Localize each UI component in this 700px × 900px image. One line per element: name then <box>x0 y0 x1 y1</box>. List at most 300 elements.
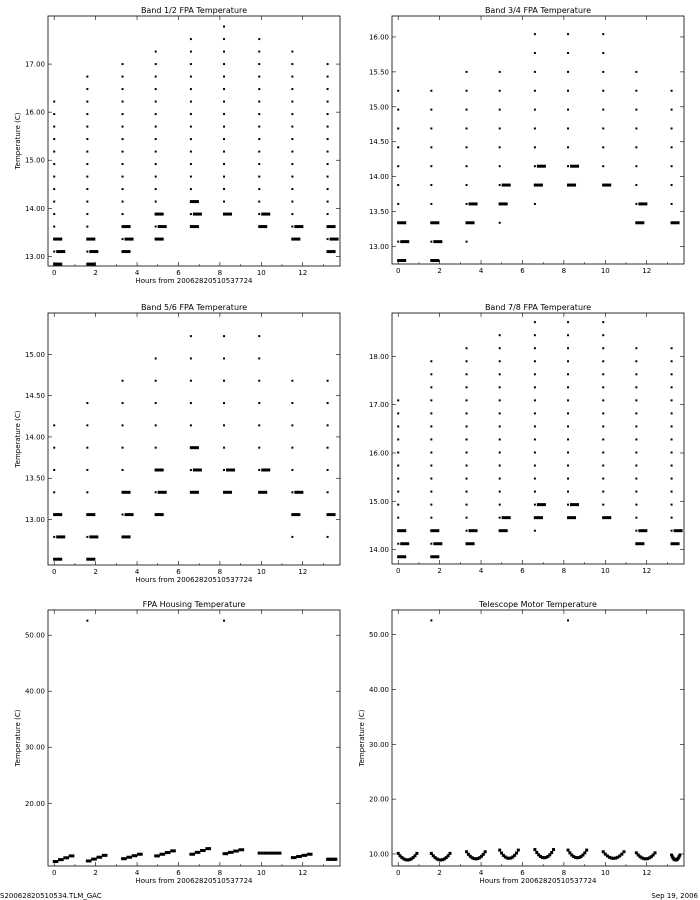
data-point <box>567 109 569 111</box>
data-point <box>86 226 88 228</box>
data-point <box>635 504 637 506</box>
data-point <box>155 447 157 449</box>
data-point <box>602 386 604 388</box>
data-point <box>430 241 432 243</box>
data-point <box>58 858 61 861</box>
data-point <box>122 201 124 203</box>
x-axis-label: Hours from 20062820510537724 <box>135 576 253 584</box>
footer-filename: S20062820510534.TLM_GAC <box>0 892 102 900</box>
x-tick-label: 4 <box>478 567 484 575</box>
data-point <box>397 543 399 545</box>
y-tick-label: 40.00 <box>368 685 389 694</box>
data-cluster <box>56 535 65 538</box>
data-cluster <box>86 263 95 266</box>
chart-title: Band 3/4 FPA Temperature <box>484 6 592 15</box>
data-cluster <box>570 503 579 506</box>
data-point <box>567 386 569 388</box>
data-point <box>397 399 399 401</box>
data-point <box>430 146 432 148</box>
x-tick-label: 8 <box>561 267 567 275</box>
data-point <box>190 151 192 153</box>
data-cluster <box>570 165 579 168</box>
data-cluster <box>534 184 543 187</box>
data-point <box>499 347 501 349</box>
data-point <box>499 504 501 506</box>
data-point <box>258 447 260 449</box>
data-point <box>258 38 260 40</box>
data-point <box>258 113 260 115</box>
data-point <box>278 852 281 855</box>
data-point <box>291 63 293 65</box>
data-point <box>482 853 485 856</box>
data-point <box>635 203 637 205</box>
data-cluster <box>125 513 134 516</box>
data-point <box>258 101 260 103</box>
data-point <box>53 163 55 165</box>
data-point <box>671 184 673 186</box>
data-point <box>671 109 673 111</box>
data-point <box>327 63 329 65</box>
data-point <box>585 849 588 852</box>
data-point <box>484 850 487 853</box>
data-cluster <box>122 225 131 228</box>
data-point <box>602 478 604 480</box>
data-point <box>258 201 260 203</box>
data-point <box>567 491 569 493</box>
data-point <box>466 241 468 243</box>
data-point <box>86 88 88 90</box>
data-point <box>61 858 64 861</box>
x-tick-label: 10 <box>256 269 266 277</box>
y-tick-label: 15.00 <box>24 156 45 165</box>
chart-panel-3 <box>14 303 340 584</box>
data-cluster <box>433 240 442 243</box>
data-cluster <box>155 513 164 516</box>
chart-panel-6 <box>358 600 684 885</box>
data-point <box>671 165 673 167</box>
chart-title: Telescope Motor Temperature <box>479 600 597 609</box>
data-point <box>86 188 88 190</box>
data-cluster <box>534 516 543 519</box>
data-point <box>173 849 176 852</box>
data-point <box>86 251 88 253</box>
y-tick-label: 14.00 <box>368 173 389 182</box>
outlier-point <box>430 619 432 621</box>
data-point <box>53 126 55 128</box>
data-point <box>223 138 225 140</box>
data-point <box>291 101 293 103</box>
data-point <box>430 109 432 111</box>
data-point <box>499 425 501 427</box>
data-point <box>397 504 399 506</box>
y-tick-label: 13.00 <box>24 516 45 525</box>
x-tick-label: 4 <box>134 568 140 576</box>
data-point <box>397 478 399 480</box>
data-point <box>671 127 673 129</box>
data-point <box>157 854 160 857</box>
data-point <box>602 347 604 349</box>
data-point <box>602 334 604 336</box>
data-point <box>53 424 55 426</box>
data-point <box>155 424 157 426</box>
data-point <box>567 347 569 349</box>
data-point <box>635 360 637 362</box>
y-tick-label: 30.00 <box>24 743 45 752</box>
data-point <box>190 76 192 78</box>
data-point <box>296 855 299 858</box>
data-point <box>53 860 56 863</box>
data-point <box>291 188 293 190</box>
data-point <box>291 51 293 53</box>
data-point <box>671 146 673 148</box>
data-point <box>430 165 432 167</box>
data-point <box>499 412 501 414</box>
data-point <box>567 412 569 414</box>
x-tick-label: 0 <box>51 869 57 877</box>
data-point <box>155 101 157 103</box>
x-tick-label: 6 <box>176 269 181 277</box>
data-point <box>231 851 234 854</box>
data-point <box>499 109 501 111</box>
chart-panel-2 <box>369 6 684 275</box>
x-tick-label: 0 <box>395 869 401 877</box>
data-point <box>71 854 74 857</box>
data-point <box>466 90 468 92</box>
data-point <box>635 399 637 401</box>
y-tick-label: 13.00 <box>368 243 389 252</box>
data-cluster <box>430 221 439 224</box>
data-point <box>397 241 399 243</box>
data-point <box>223 402 225 404</box>
data-cluster <box>158 225 167 228</box>
data-point <box>602 504 604 506</box>
data-cluster <box>466 542 475 545</box>
data-point <box>567 165 569 167</box>
data-point <box>567 52 569 54</box>
data-point <box>155 151 157 153</box>
data-point <box>327 402 329 404</box>
data-point <box>124 857 127 860</box>
data-point <box>258 213 260 215</box>
data-cluster <box>602 516 611 519</box>
data-point <box>671 491 673 493</box>
data-point <box>223 335 225 337</box>
data-point <box>190 188 192 190</box>
data-cluster <box>86 513 95 516</box>
plot-frame <box>48 16 340 266</box>
data-point <box>499 491 501 493</box>
data-cluster <box>86 558 95 561</box>
data-point <box>86 76 88 78</box>
data-point <box>499 478 501 480</box>
data-point <box>430 412 432 414</box>
data-point <box>190 335 192 337</box>
data-point <box>122 126 124 128</box>
data-point <box>302 854 305 857</box>
data-point <box>534 386 536 388</box>
data-cluster <box>400 542 409 545</box>
data-point <box>466 347 468 349</box>
footer-date: Sep 19, 2006 <box>651 892 698 900</box>
data-point <box>155 491 157 493</box>
data-point <box>53 491 55 493</box>
data-point <box>534 334 536 336</box>
data-point <box>104 854 107 857</box>
data-point <box>567 849 570 852</box>
data-cluster <box>638 529 647 532</box>
data-cluster <box>223 491 232 494</box>
data-point <box>53 447 55 449</box>
data-point <box>86 213 88 215</box>
data-point <box>91 858 94 861</box>
y-tick-label: 40.00 <box>24 687 45 696</box>
data-point <box>155 357 157 359</box>
data-point <box>86 138 88 140</box>
data-cluster <box>261 213 270 216</box>
y-tick-label: 13.00 <box>24 252 45 261</box>
data-cluster <box>602 184 611 187</box>
y-tick-label: 13.50 <box>368 208 389 217</box>
data-point <box>121 857 124 860</box>
data-point <box>190 380 192 382</box>
data-point <box>223 113 225 115</box>
data-cluster <box>499 529 508 532</box>
x-tick-label: 10 <box>256 568 266 576</box>
data-point <box>310 853 313 856</box>
data-point <box>397 203 399 205</box>
data-cluster <box>291 238 300 241</box>
data-point <box>86 536 88 538</box>
x-tick-label: 2 <box>437 267 442 275</box>
data-point <box>223 126 225 128</box>
data-point <box>515 852 518 855</box>
data-point <box>327 113 329 115</box>
data-point <box>635 386 637 388</box>
data-point <box>155 63 157 65</box>
data-point <box>671 386 673 388</box>
data-point <box>86 491 88 493</box>
plot-frame <box>48 610 340 866</box>
data-point <box>534 491 536 493</box>
data-point <box>499 146 501 148</box>
y-tick-label: 14.00 <box>24 433 45 442</box>
data-point <box>258 88 260 90</box>
x-tick-label: 10 <box>600 267 610 275</box>
data-point <box>122 101 124 103</box>
x-tick-label: 8 <box>561 567 567 575</box>
data-point <box>258 335 260 337</box>
chart-panel-1 <box>14 6 340 285</box>
data-cluster <box>433 542 442 545</box>
data-cluster <box>155 213 164 216</box>
plot-frame <box>392 610 684 866</box>
data-point <box>291 447 293 449</box>
data-point <box>132 854 135 857</box>
y-tick-label: 15.50 <box>368 68 389 77</box>
x-tick-label: 0 <box>395 567 401 575</box>
data-cluster <box>430 529 439 532</box>
data-point <box>397 491 399 493</box>
data-point <box>122 176 124 178</box>
data-point <box>635 165 637 167</box>
data-point <box>53 213 55 215</box>
y-tick-label: 15.00 <box>368 103 389 112</box>
data-point <box>122 469 124 471</box>
x-tick-label: 0 <box>51 568 57 576</box>
data-point <box>190 38 192 40</box>
data-cluster <box>258 225 267 228</box>
data-point <box>534 347 536 349</box>
data-point <box>86 859 89 862</box>
data-point <box>223 188 225 190</box>
data-point <box>534 438 536 440</box>
x-tick-label: 2 <box>93 869 98 877</box>
data-cluster <box>671 542 680 545</box>
data-point <box>466 146 468 148</box>
data-point <box>258 163 260 165</box>
data-point <box>126 856 129 859</box>
data-point <box>122 163 124 165</box>
data-cluster <box>327 250 336 253</box>
data-point <box>195 851 198 854</box>
data-point <box>190 138 192 140</box>
x-tick-label: 8 <box>217 568 223 576</box>
data-cluster <box>190 491 199 494</box>
data-point <box>602 146 604 148</box>
data-point <box>671 465 673 467</box>
x-tick-label: 10 <box>600 869 610 877</box>
data-point <box>534 33 536 35</box>
data-cluster <box>158 491 167 494</box>
data-point <box>122 151 124 153</box>
data-point <box>397 517 399 519</box>
data-point <box>122 138 124 140</box>
data-point <box>223 357 225 359</box>
data-point <box>190 213 192 215</box>
data-point <box>307 853 310 856</box>
chart-panel-4 <box>369 303 684 575</box>
data-cluster <box>397 259 406 262</box>
data-point <box>534 373 536 375</box>
data-point <box>534 165 536 167</box>
data-point <box>397 109 399 111</box>
data-point <box>267 852 270 855</box>
data-point <box>499 71 501 73</box>
data-point <box>430 451 432 453</box>
x-tick-label: 12 <box>298 269 308 277</box>
data-cluster <box>294 491 303 494</box>
data-cluster <box>537 503 546 506</box>
x-tick-label: 0 <box>51 269 57 277</box>
data-point <box>190 51 192 53</box>
data-point <box>291 163 293 165</box>
data-point <box>53 251 55 253</box>
data-point <box>635 517 637 519</box>
data-point <box>602 465 604 467</box>
data-point <box>258 63 260 65</box>
data-point <box>327 469 329 471</box>
data-point <box>137 853 140 856</box>
data-point <box>534 399 536 401</box>
data-point <box>258 138 260 140</box>
data-point <box>671 373 673 375</box>
data-point <box>327 536 329 538</box>
data-point <box>397 184 399 186</box>
data-cluster <box>294 225 303 228</box>
data-cluster <box>466 221 475 224</box>
x-tick-label: 2 <box>93 269 98 277</box>
data-point <box>122 380 124 382</box>
data-point <box>635 478 637 480</box>
data-point <box>223 852 226 855</box>
x-tick-label: 2 <box>437 869 442 877</box>
data-point <box>602 412 604 414</box>
data-point <box>334 858 337 861</box>
data-point <box>291 176 293 178</box>
data-point <box>327 176 329 178</box>
data-point <box>122 63 124 65</box>
data-point <box>499 127 501 129</box>
data-cluster <box>397 555 406 558</box>
data-point <box>602 399 604 401</box>
data-point <box>155 201 157 203</box>
data-point <box>86 201 88 203</box>
data-point <box>602 127 604 129</box>
data-point <box>154 854 157 857</box>
data-point <box>635 425 637 427</box>
data-cluster <box>125 238 134 241</box>
data-point <box>53 151 55 153</box>
data-point <box>602 438 604 440</box>
data-point <box>466 399 468 401</box>
data-point <box>466 504 468 506</box>
y-tick-label: 30.00 <box>368 740 389 749</box>
data-point <box>567 360 569 362</box>
data-point <box>499 386 501 388</box>
data-point <box>430 465 432 467</box>
y-tick-label: 17.00 <box>368 401 389 410</box>
data-cluster <box>469 202 478 205</box>
y-axis-label: Temperature (C) <box>14 709 22 767</box>
data-point <box>499 222 501 224</box>
x-axis-label: Hours from 20062820510537724 <box>135 277 253 285</box>
data-point <box>327 101 329 103</box>
x-tick-label: 8 <box>561 869 567 877</box>
chart-panel-5 <box>14 600 340 885</box>
x-tick-label: 8 <box>217 269 223 277</box>
data-point <box>225 852 228 855</box>
data-point <box>466 530 468 532</box>
data-point <box>208 847 211 850</box>
x-tick-label: 12 <box>298 568 308 576</box>
data-point <box>291 151 293 153</box>
data-point <box>635 347 637 349</box>
data-point <box>499 517 501 519</box>
data-point <box>327 424 329 426</box>
data-point <box>223 101 225 103</box>
data-point <box>635 451 637 453</box>
x-tick-label: 2 <box>437 567 442 575</box>
y-tick-label: 14.00 <box>24 204 45 213</box>
data-point <box>155 76 157 78</box>
data-point <box>567 465 569 467</box>
data-point <box>466 127 468 129</box>
data-point <box>86 163 88 165</box>
data-point <box>671 504 673 506</box>
data-point <box>291 856 294 859</box>
data-point <box>304 854 307 857</box>
data-cluster <box>193 468 202 471</box>
